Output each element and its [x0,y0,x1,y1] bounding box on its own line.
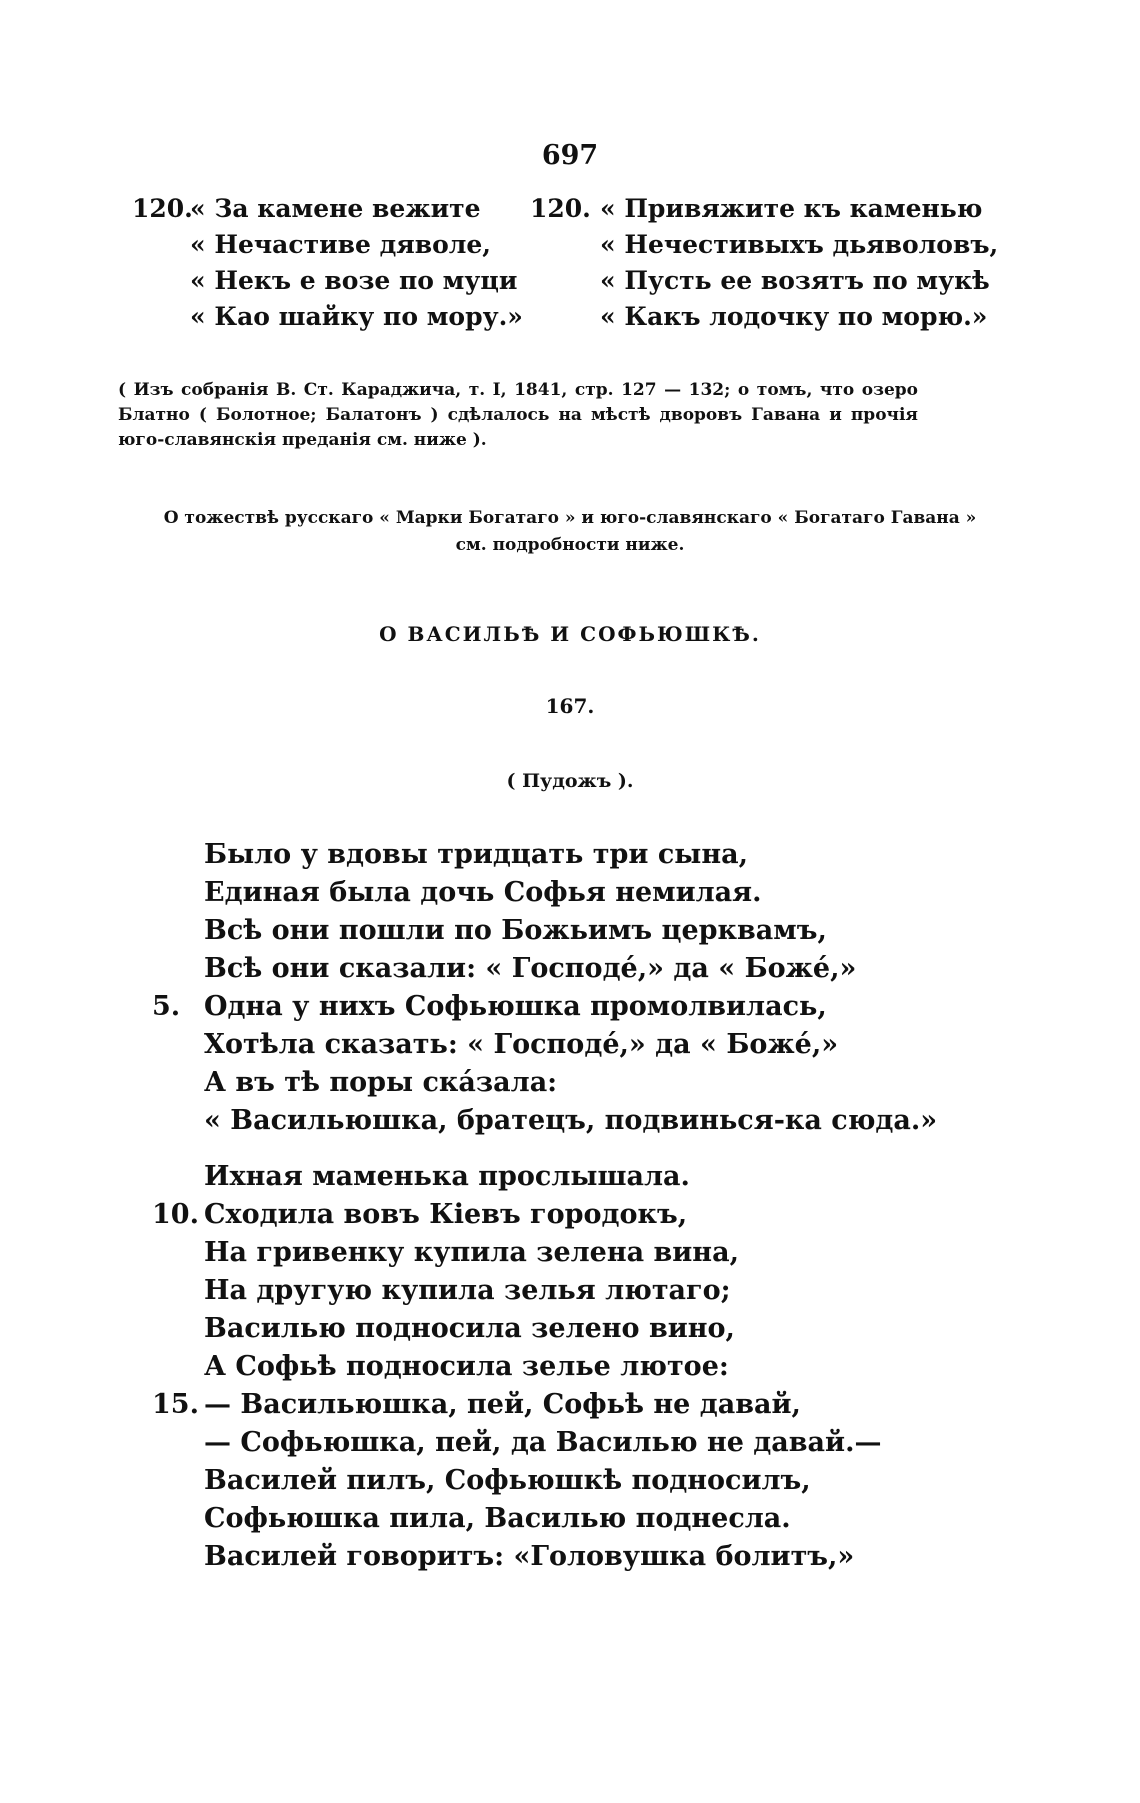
verse-line [152,1424,881,1462]
verse-text: — Софьюшка, пей, да Василью не давай.— [204,1427,882,1458]
page-number: 697 [541,140,599,171]
right-column-line: « Какъ лодочку по морю.» [600,302,988,331]
verse-text: Всѣ они сказали: « Господе́,» да « Боже́,» [204,953,857,984]
verse-text: А Софьѣ подносила зелье лютое: [204,1351,729,1382]
verse-text: Василью подносила зелено вино, [204,1313,735,1344]
verse-text: Софьюшка пила, Василью поднесла. [204,1503,791,1534]
verse-line [152,1272,731,1310]
left-column-number: 120. [132,194,193,223]
left-column-line: « За камене вежите [190,194,481,223]
verse-line [152,1026,838,1064]
verse-line [152,988,827,1026]
verse-number: 5. [152,991,181,1022]
left-column-line: « Као шайку по мору.» [190,302,523,331]
verse-text: Василей говоритъ: «Головушка болитъ,» [204,1541,855,1572]
right-column-line: « Пусть ее возятъ по мукѣ [600,266,990,295]
verse-line [152,1462,811,1500]
verse-line [152,1158,690,1196]
verse-line [152,950,856,988]
left-column-line: « Некъ е возе по муци [190,266,518,295]
verse-line [152,912,827,950]
left-column-line: « Нечастиве дяволе, [190,230,492,259]
verse-text: Василей пилъ, Софьюшкѣ подносилъ, [204,1465,811,1496]
verse-line [152,1538,854,1576]
right-column-number: 120. [530,194,591,223]
verse-line [152,1196,687,1234]
verse-text: Одна у нихъ Софьюшка промолвилась, [204,991,827,1022]
verse-line [152,1234,739,1272]
verse-line [152,1386,801,1424]
verse-line [152,874,762,912]
song-number: 167. [545,694,595,718]
verse-number: 10. [152,1199,199,1230]
verse-text: Хотѣла сказать: « Господе́,» да « Боже́,» [204,1029,839,1060]
verse-number: 15. [152,1389,199,1420]
verse-text: Было у вдовы тридцать три сына, [204,839,748,870]
right-column-line: « Привяжите къ каменью [600,194,983,223]
verse-text: А въ тѣ поры ска́зала: [204,1067,558,1098]
verse-text: « Васильюшка, братецъ, подвинься-ка сюда.» [204,1105,938,1136]
verse-text: Ихная маменька прослышала. [204,1161,690,1192]
verse-line [152,1064,557,1102]
identity-note-line: см. подробности ниже. [455,535,685,555]
identity-note-line: О тожествѣ русскаго « Марки Богатаго » и юго-славянскаго « Богатаго Гавана » [163,508,977,528]
right-column-line: « Нечестивыхъ дьяволовъ, [600,230,999,259]
verse-line [152,1102,937,1140]
verse-text: Всѣ они пошли по Божьимъ церквамъ, [204,915,827,946]
verse-line [152,1500,791,1538]
verse-text: Единая была дочь Софья немилая. [204,877,762,908]
verse-line [152,1310,735,1348]
verse-text: На другую купила зелья лютаго; [204,1275,731,1306]
section-heading: О ВАСИЛЬѢ И СОФЬЮШКѢ. [379,622,761,646]
verse-line [152,1348,729,1386]
verse-text: Сходила вовъ Кіевъ городокъ, [204,1199,688,1230]
verse-line [152,836,748,874]
verse-text: На гривенку купила зелена вина, [204,1237,739,1268]
place-label: ( Пудожъ ). [506,770,634,792]
source-note: ( Изъ собранія В. Ст. Караджича, т. I, 1841, стр. 127 — 132; о томъ, что озеро Блатно ( Болотное; Балатонъ ) сдѣлалось на мѣстѣ дворовъ Гавана и прочія юго-славянскія преданія см. ниже ). [118,380,918,450]
verse-text: — Васильюшка, пей, Софьѣ не давай, [204,1389,801,1420]
